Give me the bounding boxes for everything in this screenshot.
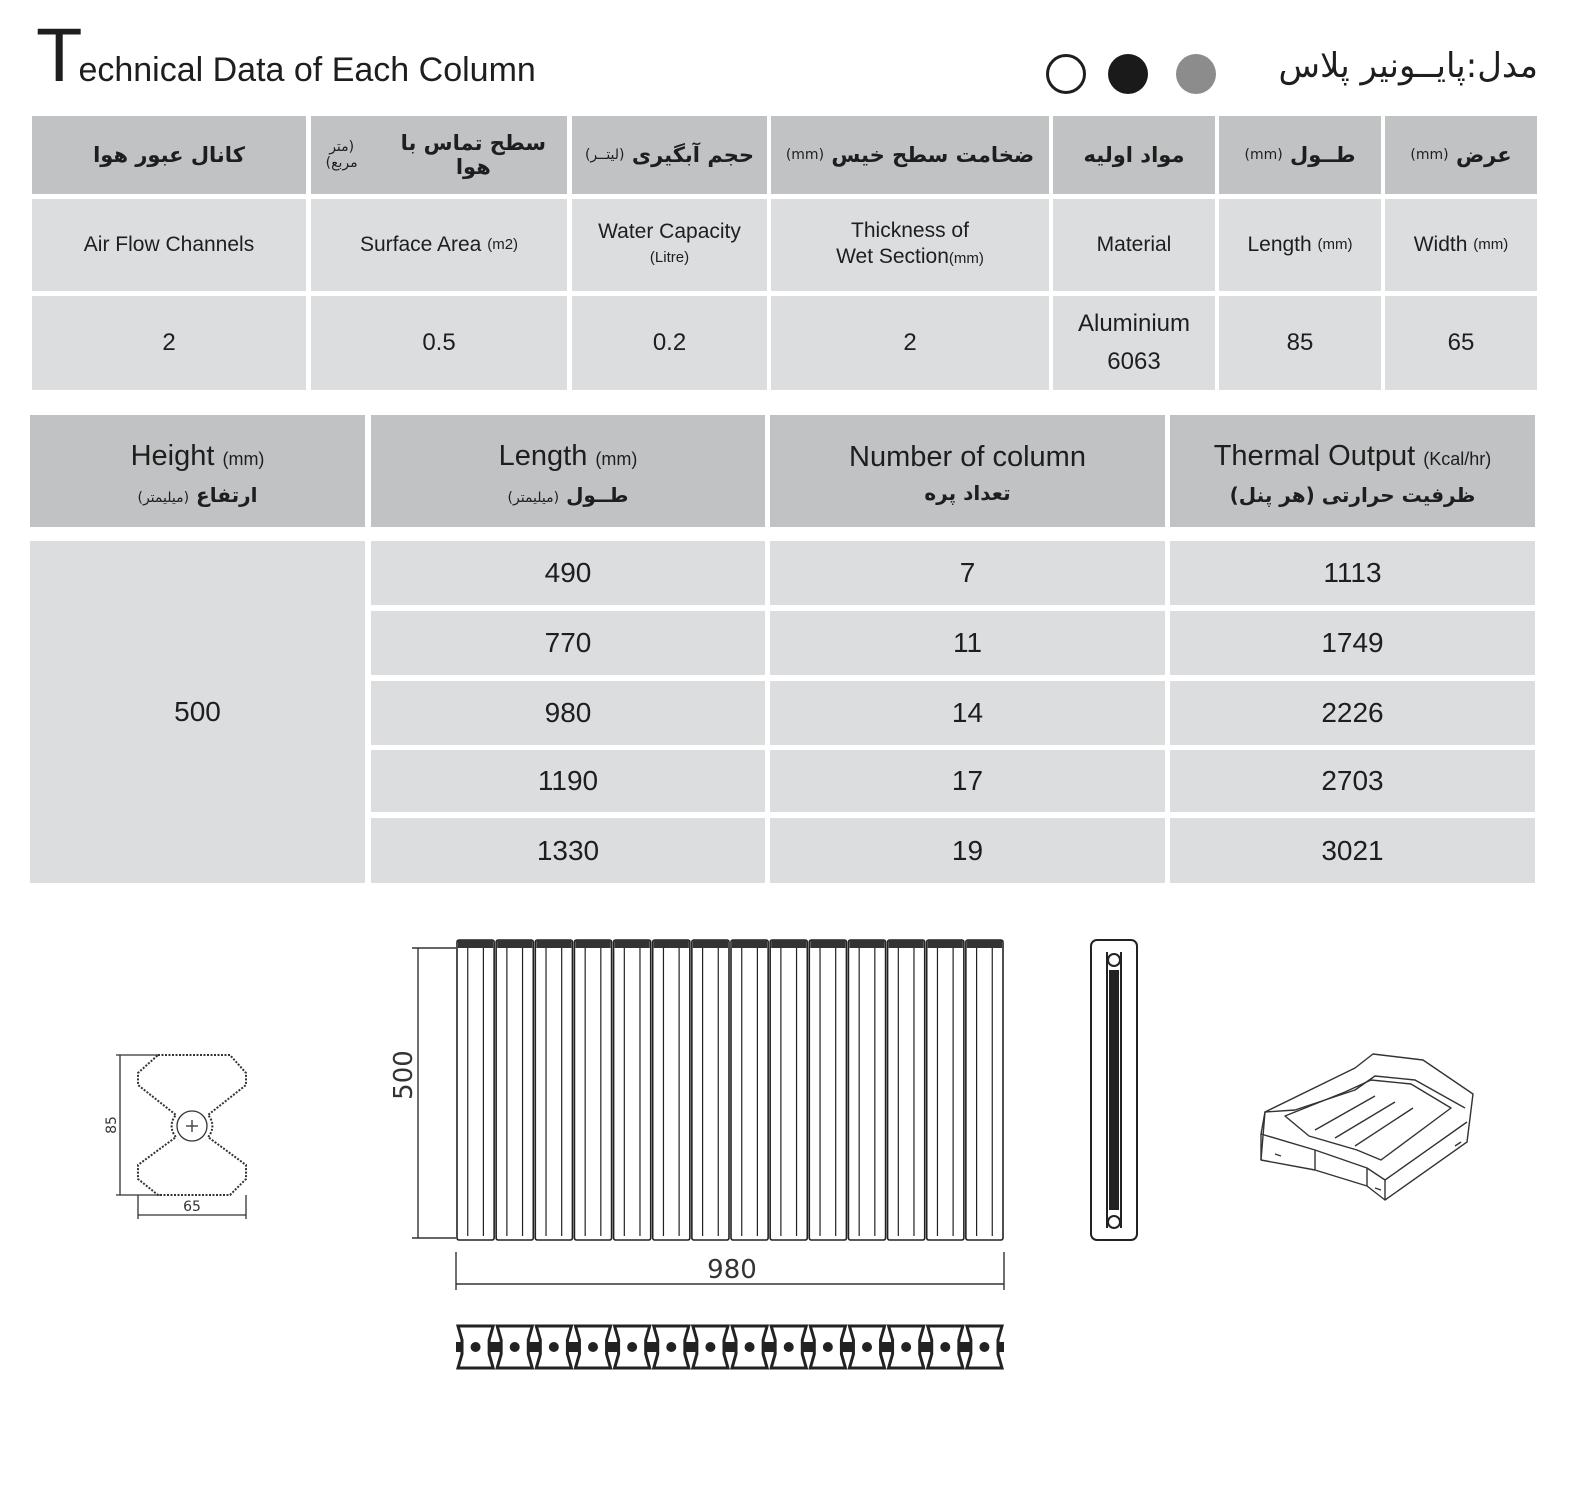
front-column	[496, 940, 533, 1240]
top-view-segment	[654, 1326, 689, 1368]
output-header-length: Length (mm) طــول (میلیمتر)	[371, 415, 765, 527]
table-row-1-columns: 7	[770, 541, 1165, 605]
profile-width-label: 65	[183, 1199, 201, 1215]
top-view-segment	[536, 1326, 571, 1368]
color-option-black[interactable]	[1108, 54, 1148, 94]
color-option-white[interactable]	[1046, 54, 1086, 94]
top-view-segment	[458, 1326, 493, 1368]
table-row-4-output: 2703	[1170, 750, 1535, 812]
front-column	[770, 940, 807, 1240]
top-view-segment	[889, 1326, 924, 1368]
specs-fa-header-surface: سطح تماس با هوا (متر مربع)	[311, 116, 567, 194]
title-initial: T	[36, 13, 83, 98]
front-column	[848, 940, 885, 1240]
specs-value-water: 0.2	[572, 296, 767, 390]
specs-en-header-material: Material	[1053, 199, 1215, 291]
output-height-value: 500	[30, 541, 365, 883]
specs-fa-header-width: عرض (mm)	[1385, 116, 1537, 194]
isometric-drawing	[1255, 1050, 1485, 1210]
specs-value-length: 85	[1219, 296, 1381, 390]
specs-fa-header-airflow: کانال عبور هوا	[32, 116, 306, 194]
top-view-segment	[732, 1326, 767, 1368]
table-row-3-output: 2226	[1170, 681, 1535, 745]
specs-value-surface: 0.5	[311, 296, 567, 390]
side-elevation-drawing	[1085, 930, 1145, 1250]
top-view-segment	[693, 1326, 728, 1368]
table-row-1-output: 1113	[1170, 541, 1535, 605]
specs-value-width: 65	[1385, 296, 1537, 390]
specs-en-header-length: Length (mm)	[1219, 199, 1381, 291]
profile-drawing	[100, 1045, 260, 1225]
profile-height-label: 85	[104, 1116, 120, 1134]
front-columns	[457, 940, 1003, 1240]
front-column	[809, 940, 846, 1240]
front-column	[692, 940, 729, 1240]
table-row-3-length: 980	[371, 681, 765, 745]
front-column	[535, 940, 572, 1240]
table-row-2-output: 1749	[1170, 611, 1535, 675]
table-row-2-length: 770	[371, 611, 765, 675]
specs-en-header-width: Width (mm)	[1385, 199, 1537, 291]
front-column	[888, 940, 925, 1240]
output-header-thermal: Thermal Output (Kcal/hr) ظرفیت حرارتی (هر پنل)	[1170, 415, 1535, 527]
front-column	[927, 940, 964, 1240]
output-header-columns: Number of column تعداد پره	[770, 415, 1165, 527]
table-row-5-length: 1330	[371, 818, 765, 883]
table-row-4-columns: 17	[770, 750, 1165, 812]
top-view-drawing	[450, 1318, 1010, 1378]
front-elevation-drawing	[380, 930, 1020, 1300]
top-view-segment	[928, 1326, 963, 1368]
specs-en-header-thickness: Thickness of Wet Section(mm)	[771, 199, 1049, 291]
color-option-grey[interactable]	[1176, 54, 1216, 94]
front-column	[457, 940, 494, 1240]
front-column	[731, 940, 768, 1240]
specs-fa-header-water: حجم آبگیری (لیتــر)	[572, 116, 767, 194]
title-text: echnical Data of Each Column	[78, 51, 536, 89]
specs-value-material: Aluminium 6063	[1053, 296, 1215, 390]
output-header-height: Height (mm) ارتفاع (میلیمتر)	[30, 415, 365, 527]
specs-fa-header-length: طــول (mm)	[1219, 116, 1381, 194]
top-view-segment	[497, 1326, 532, 1368]
specs-en-header-surface: Surface Area (m2)	[311, 199, 567, 291]
table-row-2-columns: 11	[770, 611, 1165, 675]
specs-en-header-airflow: Air Flow Channels	[32, 199, 306, 291]
table-row-4-length: 1190	[371, 750, 765, 812]
front-column	[574, 940, 611, 1240]
table-row-5-output: 3021	[1170, 818, 1535, 883]
top-view-segment	[810, 1326, 845, 1368]
page-title	[36, 13, 536, 98]
specs-value-airflow: 2	[32, 296, 306, 390]
specs-fa-header-material: مواد اولیه	[1053, 116, 1215, 194]
model-label: مدل:پایــونیر پلاس	[1278, 46, 1538, 86]
specs-fa-header-thickness: ضخامت سطح خیس (mm)	[771, 116, 1049, 194]
front-height-label: 500	[389, 1050, 419, 1100]
table-row-3-columns: 14	[770, 681, 1165, 745]
front-column	[614, 940, 651, 1240]
front-column	[653, 940, 690, 1240]
specs-en-header-water: Water Capacity (Litre)	[572, 199, 767, 291]
top-view-segment	[967, 1326, 1002, 1368]
front-width-label: 980	[707, 1255, 757, 1285]
table-row-5-columns: 19	[770, 818, 1165, 883]
top-view-segment	[849, 1326, 884, 1368]
front-column	[966, 940, 1003, 1240]
specs-value-thickness: 2	[771, 296, 1049, 390]
top-view-segment	[615, 1326, 650, 1368]
top-view-segment	[771, 1326, 806, 1368]
table-row-1-length: 490	[371, 541, 765, 605]
top-view-segment	[575, 1326, 610, 1368]
